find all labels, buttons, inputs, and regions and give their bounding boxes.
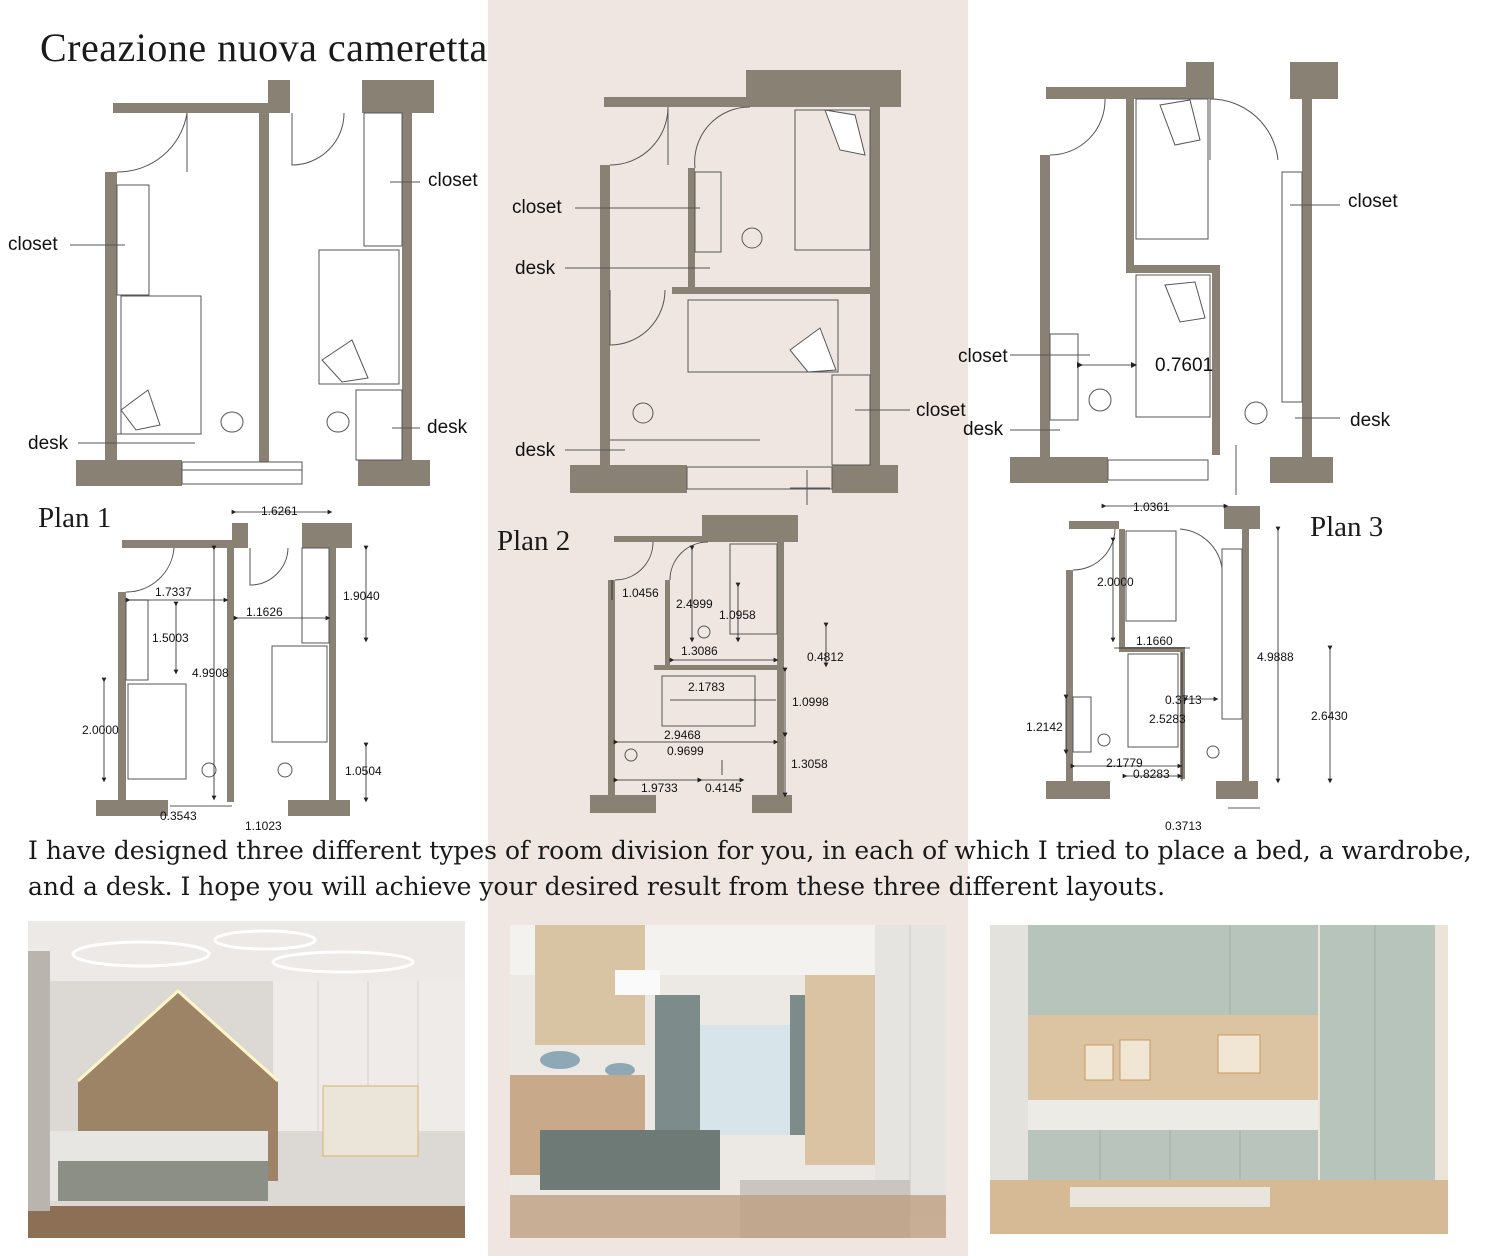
plan2-dim-6: 2.1783 <box>688 680 725 694</box>
plan-2-label: Plan 2 <box>497 525 571 557</box>
bedroom-render-2 <box>510 925 946 1238</box>
plan3-dim-9: 2.1779 <box>1106 756 1143 770</box>
plan3-closet-top-label: closet <box>1348 191 1398 212</box>
plan3-dim-5: 0.3713 <box>1165 693 1202 707</box>
plan3-span-label: 0.7601 <box>1155 355 1214 376</box>
plan2-dim-1: 1.0456 <box>622 586 659 600</box>
bedroom-render-1 <box>28 921 465 1238</box>
plan2-dim-7: 1.0998 <box>792 695 829 709</box>
plan2-dimensioned <box>590 515 798 813</box>
plan3-dim-4: 4.9888 <box>1257 650 1294 664</box>
design-description: I have designed three different types of room division for you, in each of which I tried to place a bed, a wardrobe, and a desk. I hope you will achieve your desired result from these three different layouts. <box>28 836 1472 901</box>
plan1-large <box>70 80 434 486</box>
plan-3-label: Plan 3 <box>1310 511 1384 543</box>
plan3-dim-8: 2.6430 <box>1311 709 1348 723</box>
plan3-large <box>1010 62 1340 495</box>
plan3-dimensioned <box>1046 506 1260 799</box>
plan3-dim-7: 1.2142 <box>1026 720 1063 734</box>
plan1-desk-right-label: desk <box>427 417 468 438</box>
plan2-dim-5: 0.4812 <box>807 650 844 664</box>
plan2-dim-10: 1.3058 <box>791 757 828 771</box>
plan1-desk-left-label: desk <box>28 433 69 454</box>
plan1-closet-left-label: closet <box>8 234 58 255</box>
plan3-desk-right-label: desk <box>1350 410 1391 431</box>
plan2-dim-9: 0.9699 <box>667 744 704 758</box>
plan2-closet-right-label: closet <box>916 400 966 421</box>
plan-1-label: Plan 1 <box>38 502 112 534</box>
plan3-dim-11: 0.3713 <box>1165 819 1202 830</box>
plan2-large <box>565 70 910 505</box>
plan3-dim-6: 2.5283 <box>1149 712 1186 726</box>
plan2-dim-11: 1.9733 <box>641 781 678 795</box>
plan2-dim-4: 1.3086 <box>681 644 718 658</box>
plan3-desk-left-label: desk <box>963 419 1004 440</box>
plan3-dim-2: 2.0000 <box>1097 575 1134 589</box>
bedroom-render-3 <box>990 925 1448 1234</box>
plan1-dim-9: 0.3543 <box>160 809 197 823</box>
plan3-dim-1: 1.0361 <box>1133 500 1170 514</box>
plan2-closet-top-label: closet <box>512 197 562 218</box>
plan2-dim-8: 2.9468 <box>664 728 701 742</box>
plan1-dim-10: 1.1023 <box>245 819 282 830</box>
plan1-dim-1: 1.6261 <box>261 504 298 518</box>
plan1-dim-4: 1.9040 <box>343 589 380 603</box>
plan1-closet-right-label: closet <box>428 170 478 191</box>
plan3-dim-10: 0.8283 <box>1133 767 1170 781</box>
plan1-dim-8: 1.0504 <box>345 764 382 778</box>
plan2-dim-3: 1.0958 <box>719 608 756 622</box>
page-title: Creazione nuova cameretta <box>40 25 488 70</box>
plan3-dim-3: 1.1660 <box>1136 634 1173 648</box>
plan3-closet-left-label: closet <box>958 346 1008 367</box>
plan2-dim-2: 2.4999 <box>676 597 713 611</box>
plan1-dim-7: 2.0000 <box>82 723 119 737</box>
plan1-dim-6: 4.9908 <box>192 666 229 680</box>
plan2-dim-12: 0.4145 <box>705 781 742 795</box>
plan1-dim-2: 1.7337 <box>155 585 192 599</box>
plan1-dim-3: 1.1626 <box>246 605 283 619</box>
plan2-desk-bottom-label: desk <box>515 440 556 461</box>
plan2-desk-top-label: desk <box>515 258 556 279</box>
plan1-dim-5: 1.5003 <box>152 631 189 645</box>
